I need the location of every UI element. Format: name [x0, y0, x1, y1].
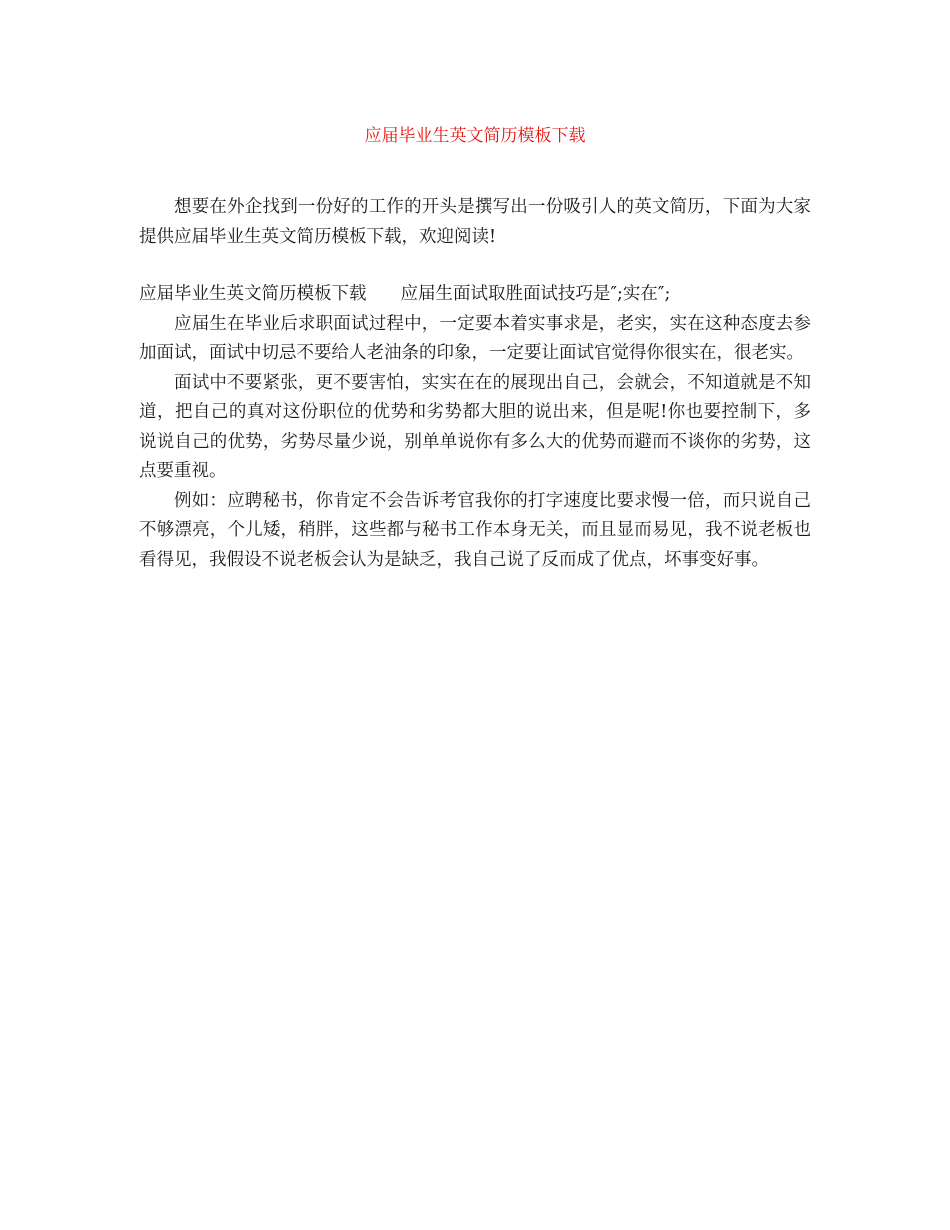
section-heading-left: 应届毕业生英文简历模板下载 — [139, 284, 367, 304]
section-heading-line — [139, 280, 811, 310]
paragraph-gap — [139, 252, 811, 280]
document-title: 应届毕业生英文简历模板下载 — [364, 126, 586, 146]
intro-paragraph: 想要在外企找到一份好的工作的开头是撰写出一份吸引人的英文简历，下面为大家提供应届毕业生英文简历模板下载，欢迎阅读! — [139, 197, 811, 247]
body-paragraph: 面试中不要紧张，更不要害怕，实实在在的展现出自己，会就会，不知道就是不知道，把自己的真对这份职位的优势和劣势都大胆的说出来，但是呢!你也要控制下，多说说自己的优势，劣势尽量少说，别单单说你有多么大的优势而避而不谈你的劣势，这点要重视。 — [139, 372, 811, 481]
body-paragraph: 应届生在毕业后求职面试过程中，一定要本着实事求是，老实，实在这种态度去参加面试，面试中切忌不要给人老油条的印象，一定要让面试官觉得你很实在，很老实。 — [139, 313, 811, 363]
body-paragraph: 例如：应聘秘书，你肯定不会告诉考官我你的打字速度比要求慢一倍，而只说自己不够漂亮，个儿矮，稍胖，这些都与秘书工作本身无关，而且显而易见，我不说老板也看得见，我假设不说老板会认为是缺乏，我自己说了反而成了优点，坏事变好事。 — [139, 490, 811, 570]
section-heading-right: 应届生面试取胜面试技巧是″;实在″; — [400, 284, 671, 304]
document-body — [139, 193, 811, 575]
